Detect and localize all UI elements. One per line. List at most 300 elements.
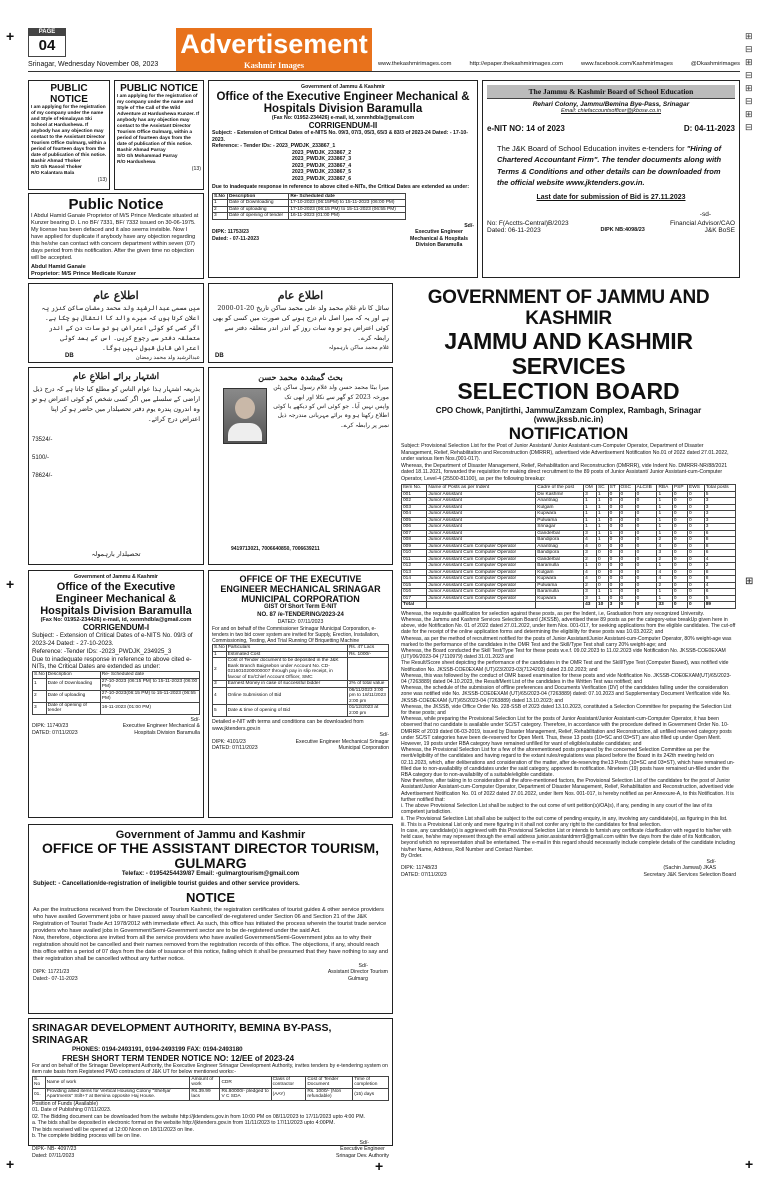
table-cell: Date of uploading [46, 690, 100, 702]
ad-dipk: DIPK: 11748/23 [401, 865, 438, 872]
ad-date: DATED: 07/11/2023 [212, 745, 258, 752]
ad-nit-number: NO. 87 /e-TENDERING/2023-24 [257, 611, 344, 618]
table-cell: 0 [635, 589, 657, 596]
table-cell: 0 [608, 491, 619, 498]
ad-corrigendum: CORRIGENDUM-II [308, 121, 378, 130]
ad-paragraph: Whereas, the JKSSB, vide Office Order No. 228-SSB of 2023 dated 13.10.2023, constituted a Selection Committee for preparing the Selection List for these posts; and [401, 703, 732, 717]
ad-body: بذریعہ اشتہار ہذا عوام الناس کو مطلع کیا جاتا ہے کہ درج ذیل اراضی کے سلسلے میں اگر کسی شخص کو کوئی اعتراض ہو تو وہ اندرون پندرہ یوم دفتر تحصیلدار میں حاضر ہو کر اپنا اعتراض درج کرائے۔ [32, 384, 200, 423]
table-cell: 3 [213, 681, 227, 688]
ad-paragraph: Whereas, while preparing the Provisional Selection List for the posts of Junior Assistant/Junior Assistant-cum-Computer Operator, it has been observed that no candidate is available under SC/ST category. Therefore, in accordance with the procedure defined in Government Order No. 10-DMRRR of 2019 dated 06-03-2019, issued by Disaster Management, Relief, Rehabilitation and Reconstruction, all unfilled reserved category posts under SC/ST categories have been de-reserved for Open Merit. Thus, these 13 posts (10=SC and 03=ST) are also filled up under Open Merit. However, 19 posts under RBA category have remained unfilled for want of eligible/suitable candidates; and [401, 716, 732, 748]
table-cell: 33 [657, 602, 672, 609]
table-cell: 0 [619, 595, 635, 602]
ad-sd: Sd/- [358, 962, 368, 969]
table-row [33, 702, 200, 714]
ad-paragraph: The Result/Score sheet depicting the performance of the candidates in the OMR Test and the Skill/Type Test (Computer Based), was notified vide Notification No. JKSSB-COE0EXAM (UT)/23/2023-03(7124203) dated 23.02.2023; and [401, 660, 729, 673]
table-cell: Ganderbal [536, 556, 584, 563]
table-cell: 1 [657, 589, 672, 596]
table-cell: Total [402, 602, 427, 609]
table-cell: Date of opening of tender [227, 213, 288, 220]
ad-signatory: (Sachin Jamwal) JKAS [663, 865, 717, 872]
table-header: S.No [213, 193, 228, 200]
table-cell: 1 [596, 589, 608, 596]
sda-tender-notice [28, 1018, 393, 1159]
table-cell: 0 [688, 602, 705, 609]
ad-signatory: Srinagar Dev. Authority [336, 1152, 389, 1159]
table-cell: 0 [596, 556, 608, 563]
registration-mark: + [375, 1158, 384, 1174]
table-cell: 27-10-2023(06:15 PM) to 15-11-2023 (06:55 PM) [100, 690, 199, 702]
ad-contact: (Fax No: 01952-234426) e-mail, id, xenmhdbla@gmail.com [271, 114, 415, 121]
ad-title: SRINAGAR DEVELOPMENT AUTHORITY, BEMINA BY-PASS, SRINAGAR [32, 1022, 332, 1046]
table-cell: 1 [596, 517, 608, 524]
table-cell: 1 [657, 517, 672, 524]
ad-intro: For and on behalf of the Srinagar Development Authority, the Executive Engineer Srinagar Development Authority, invites tenders by e-tendering system on item rate basis from Registered PWD contractors of J&K UT for below mentioned works:- [32, 1062, 388, 1076]
table-header: Cadre of the post [536, 485, 584, 492]
table-cell: 0 [619, 511, 635, 518]
land-value: 73524/- [32, 436, 53, 443]
table-cell: 0 [688, 530, 705, 537]
table-cell: 007 [402, 530, 427, 537]
ad-website[interactable]: (www.jkssb.nic.in) [533, 415, 604, 424]
table-cell: Estimated Cost [226, 651, 347, 658]
table-cell: 0 [619, 589, 635, 596]
table-header: Description [227, 193, 288, 200]
table-cell: 2 [213, 658, 227, 681]
table-cell: 0 [608, 576, 619, 583]
table-cell: 0 [688, 543, 705, 550]
posts-breakup-table [401, 484, 736, 609]
table-cell: 8 [704, 543, 735, 550]
table-header: Name of work [45, 1076, 190, 1088]
table-cell: 27-10-2023 (06:15 PM) to 15-11-2023 (06:00 PM) [100, 678, 199, 690]
table-cell: 4 [584, 543, 597, 550]
table-cell: 1 [584, 517, 597, 524]
ad-address: CPO Chowk, Panjtirthi, Jammu/Zamzam Complex, Rambagh, Srinagar [435, 406, 702, 415]
ad-dipk: DIPK: 11740/23 [32, 723, 69, 730]
ad-signatory: Executive Engineer [340, 1146, 385, 1153]
ad-government: Government of Jammu & Kashmir [74, 574, 158, 580]
table-cell: 2 [33, 690, 47, 702]
table-cell: Rs. 1000/- (Non refundable) [306, 1088, 353, 1100]
ad-paragraph: Whereas, the Jammu and Kashmir Services Selection Board (JKSSB), advertised these 89 posts as per the category-wise breakUp given here in above, vide Notification No. 01 of 2022 dated 27.01.2022, under Item Nos. 001-017, for seeking applications from the eligible candidates. The cut-off date for the receipt of the online application forms and determining the eligibility for these posts was 10.03.2022; and [401, 617, 736, 636]
table-cell: 2 [657, 582, 672, 589]
ad-title: اطلاع عام [277, 289, 324, 302]
facebook-link[interactable]: www.facebook.com/KashmirImages [581, 61, 673, 67]
table-cell: 1 [596, 511, 608, 518]
ad-date: Dated:- 07-11-2023 [33, 975, 78, 982]
table-cell: Junior Assistant Cum Computer Operator [427, 576, 536, 583]
table-cell: 3 [704, 511, 735, 518]
ad-date: Dated: 06-11-2023 [487, 227, 541, 234]
table-cell: 0 [635, 504, 657, 511]
social-links [378, 61, 740, 67]
table-cell: Cost of Tender document to be deposited in the J&K Bank Branch Baigsebon under Account No. CD-0216010200000007 through pay in slip receipt, in favour of Ex/Chief Account Officer, SMC [226, 658, 347, 681]
ad-paragraph: Now therefore, after taking in to consideration all the afore-mentioned factors, the Provisional Selection List of the candidates for the post of Junior Assistant/Junior Assistant-cum-Computer Operator, Department of Disaster Management, Relief, Rehabilitation and Reconstruction, advertised vide Advertisement Notification No. 01 of 2022 dated 27.01.2022, under Item Nos. 001-017, is hereby notified as per Annexure-A, to this Notification. It is further notified that: [401, 778, 734, 803]
table-cell: 0 [688, 595, 705, 602]
website-link[interactable]: www.thekashmirimages.com [378, 61, 452, 67]
table-cell: Junior Assistant Cum Computer Operator [427, 543, 536, 550]
page-number: 04 [28, 36, 66, 57]
table-header: S.No [34, 672, 45, 678]
table-cell: 1 [213, 200, 228, 207]
table-cell: 10 [596, 602, 608, 609]
table-cell: 009 [402, 543, 427, 550]
table-cell: Earnest Money in case of successful bidder [226, 681, 347, 688]
table-cell: Date of Downloading [46, 678, 100, 690]
table-cell: Kulgam [536, 569, 584, 576]
critical-dates-table [32, 671, 200, 715]
ad-paragraph: Whereas, the schedule of the submission of offline preferences and Documents Verification (DV) of the candidates falling under the consideration zone was notified vide No. JKSSB-COE0EXAM (UT)/65/2023-04 (7263889) dated: 07.10.2023 and Supplementary Document Verification vide No. JKSSB-COE0EXAM (UT)/65/2023-04 (7263889) dated 13.10.2023; and [401, 685, 731, 704]
ad-body: میرا بیٹا محمد حسن ولد غلام رسول ساکن پٹن مورخہ 2023 کو گھر سے نکلا اور ابھی تک واپس نہیں آیا۔ جو کوئی اس کو دیکھے یا کوئی اطلاع رکھتا ہو وہ برائے مہربانی مندرجہ ذیل نمبر پر رابطہ کرے۔ [273, 384, 389, 429]
ad-signature: Bashir Ahmad Thoker [31, 158, 81, 164]
table-header: ALC/IB [635, 485, 657, 492]
table-cell: 0 [635, 530, 657, 537]
table-cell: Bandipora [536, 550, 584, 557]
table-cell: 6 [704, 530, 735, 537]
urdu-tehsildar-notice [28, 367, 204, 565]
ad-subject: Subject: - Extension of Critical Dates of e-NITS No. 09/3, 07/3, 05/3, 65/3 & 83/3 of 2023-24 Dated: - 17-10-2023. [212, 130, 469, 143]
table-cell: 1 [596, 498, 608, 505]
table-cell: 1 [657, 498, 672, 505]
table-cell: 4 [657, 569, 672, 576]
ad-code: DB [215, 352, 224, 359]
table-cell: Junior Assistant Cum Computer Operator [427, 569, 536, 576]
table-header: Re- Scheduled date [289, 193, 406, 200]
table-cell: 0 [672, 517, 687, 524]
ad-signature: غلام محمد ساکن بارہمولہ [328, 344, 389, 351]
color-registration-strip: ⊞ ⊟ ⊞ ⊟ ⊞ ⊟ ⊞ ⊟ [745, 31, 753, 132]
table-cell: 0 [619, 504, 635, 511]
table-cell: 0 [672, 589, 687, 596]
table-cell: 3 [704, 524, 735, 531]
table-header: Rs. 47 Lacs [347, 645, 388, 652]
ad-paragraph: Whereas, the Provisional Selection List for a few of the aforementioned posts prepared by the concerned Selection Committee as per the merit/eligibility of the candidates and having regard to the extant rules/regulations was placed before the Board in its 242th meeting held on 02.11.2023, which, after deliberations and consideration of the matter, after de-reserving the13 Posts (10=SC and 03=ST), which have remained un-filled due to non-availability of candidates under the said category, approved its notification. Nineteen (19) posts have remained un-filled under the RBA category due to non-availability of a suitable/eligible candidate. [401, 747, 735, 779]
ad-line: 02. The Bidding document can be downloaded from the website http://jktenders.gov.in from 10:00 PM on 08/11/2023 to 17/11/2023 upto 4:00 PM. [32, 1113, 365, 1120]
table-cell: 2 [657, 556, 672, 563]
table-cell: 003 [402, 504, 427, 511]
ad-subject: Subject: - Extension of Critical Dates of e-NITS No. 09/3 of 2023-24 Dated: - 27-10-2023. [32, 632, 193, 648]
table-cell: 1 [33, 678, 47, 690]
ad-code: (13) [97, 176, 107, 183]
ad-signatory: Executive Engineer Mechanical & Hospitals Division Baramulla [410, 229, 468, 249]
table-cell: 0 [688, 563, 705, 570]
ad-signature: S/O Gh Mohammad Parray [117, 153, 178, 159]
table-cell: 4 [584, 576, 597, 583]
table-header: CDR [220, 1076, 271, 1088]
table-cell: 5 [213, 705, 227, 717]
table-cell: 0 [688, 491, 705, 498]
table-cell: 0 [608, 511, 619, 518]
table-cell: Junior Assistant [427, 511, 536, 518]
section-banner [176, 28, 372, 72]
table-cell: 3 [584, 530, 597, 537]
table-cell: 0 [635, 569, 657, 576]
ad-line: b. The complete bidding process will be on line. [32, 1133, 141, 1140]
ad-sd: Sd/- [706, 858, 716, 865]
table-row [213, 658, 389, 681]
table-cell: Junior Assistant Cum Computer Operator [427, 589, 536, 596]
ad-nit-number: FRESH SHORT TERM TENDER NOTICE NO: 12/EE of 2023-24 [62, 1053, 295, 1063]
ad-title: Office of the Executive Engineer Mechanical & Hospitals Division Baramulla [40, 580, 192, 617]
ad-date: Dated: - 07-11-2023 [212, 235, 259, 242]
ad-title: Public Notice [68, 196, 164, 213]
table-cell: 0 [672, 569, 687, 576]
ad-signature: Bashir Ahmad Parray [117, 147, 166, 153]
table-cell: Anantnag [536, 543, 584, 550]
table-cell: 8 [704, 569, 735, 576]
registration-mark: + [6, 1156, 15, 1172]
table-header: Total posts [704, 485, 735, 492]
dateline: Srinagar, Wednesday November 08, 2023 [28, 61, 159, 68]
urdu-missing-person-notice [208, 367, 393, 565]
ad-body: سائل کا نام غلام محمد ولد علی محمد ساکن تاریخ 20-01-2000 ہے اور یہ کہ میرا اصل نام درج ہونے کی صورت میں کسی کو بھی کوئی اعتراض ہو تو وہ سات روز کے اندر اندر متعلقہ دفتر سے رابطہ کرے۔ [212, 304, 389, 342]
table-cell: Providing allied items for Vertical Housing Colony "Shehjar Apartments" Stilt+7 at Bemina opposite Haj House. [45, 1088, 190, 1100]
table-cell: 3 [608, 602, 619, 609]
table-cell: Junior Assistant [427, 498, 536, 505]
table-cell: Date & time of opening of Bid [226, 705, 347, 717]
table-cell: 016 [402, 589, 427, 596]
ad-paragraph: Whereas, the requisite qualification for selection against these posts, as per the Indent, i.e, Graduation from any recognized University. [401, 610, 705, 617]
epaper-link[interactable]: http://epaper.thekashmirimages.com [469, 61, 563, 67]
ad-phones: 9419713021, 7006640850, 7006639211 [231, 545, 320, 552]
table-cell: 0 [608, 556, 619, 563]
urdu-notice-1 [28, 283, 204, 363]
table-cell [427, 602, 536, 609]
ad-date: D: 04-11-2023 [683, 124, 735, 133]
table-cell: 0 [672, 582, 687, 589]
table-cell: 0 [688, 511, 705, 518]
ad-subject: Subject: - Cancellation/de-registration of ineligible tourist guides and other service providers. [33, 880, 300, 887]
land-value: 5100/- [32, 454, 50, 461]
ad-paragraph: As per the instructions received from the Directorate of Tourism Kashmir, the registration certificates of tourist guides & other service providers who have availed Government jobs or have passed away shall be cancelled/ de-registered under Section 06 and Section 21 of the J&K Registration of Tourist Trade Act 1978/2012 with immediate effect. As such, this office has initiated the process wherein the tourist trade service providers who have availed jobs in Government/Semi-Government sector are to be de-registered under the said Act. [33, 907, 387, 934]
table-cell: 06/11/2023 3:00 pm to 18/11/2023 2:00 pm [347, 687, 388, 705]
table-header: EWS [688, 485, 705, 492]
table-cell: 0 [619, 524, 635, 531]
table-header: RBA [657, 485, 672, 492]
table-cell: 0 [672, 498, 687, 505]
table-cell: 0 [635, 563, 657, 570]
ad-title: PUBLIC NOTICE [50, 83, 88, 105]
table-cell [347, 658, 388, 681]
table-cell: 0 [619, 543, 635, 550]
land-value: 78624/- [32, 472, 53, 479]
ad-paragraph: Whereas, the Department of Disaster Management, Relief, Rehabilitation and Reconstruction (DMRRR), vide Indent No. DMRRR-NR/88/2021 dated 18.11.2021, forwarded the requisition for making direct recruitment to the 89 posts of Junior Assistant/ Junior Assistant-cum-Computer Operator, Level-4 (25500-81100), as per the following breakup: [401, 462, 728, 482]
table-cell: 1 [657, 524, 672, 531]
table-cell: Baramulla [536, 563, 584, 570]
table-cell: 1 [657, 504, 672, 511]
table-cell: 1 [596, 595, 608, 602]
ad-line: Position of Funds (Available) [32, 1100, 98, 1107]
table-cell: 0 [596, 569, 608, 576]
urdu-notice-2 [208, 283, 393, 363]
table-cell: 1 [596, 537, 608, 544]
table-cell: 1 [657, 530, 672, 537]
ad-dipk: DIPK NB:4098/23 [600, 227, 645, 233]
tender-id: 2023_PWDJK_233867_4 [292, 162, 352, 169]
ad-signature: Abdul Hamid Ganaie [31, 263, 86, 270]
ad-date: DATED: 07/11/2023 [401, 871, 447, 878]
table-cell: 0 [688, 524, 705, 531]
table-cell: 3 [213, 213, 228, 220]
table-cell: 16-11-2023 (01:00 PM) [100, 702, 199, 714]
table-cell: Kupwara [536, 595, 584, 602]
ad-signature: Proprietor: M/S Prince Medicate Kunzer [31, 270, 137, 277]
missing-person-photo [223, 388, 267, 444]
table-cell: 0 [619, 537, 635, 544]
table-cell: 0 [619, 576, 635, 583]
table-cell: 1 [657, 511, 672, 518]
table-cell: 3 [584, 595, 597, 602]
table-cell: 0 [672, 602, 687, 609]
table-cell: 1 [584, 504, 597, 511]
table-cell: 001 [402, 491, 427, 498]
table-row [33, 690, 200, 702]
ad-title: ENGINEER MECHANICAL SRINAGAR [220, 584, 381, 594]
table-cell: Div Kashmir [536, 491, 584, 498]
ad-signature: R/O Hardushewa [117, 159, 156, 165]
table-cell: 0 [672, 550, 687, 557]
table-cell: 0 [608, 595, 619, 602]
table-cell: 0 [596, 576, 608, 583]
ad-subject: Subject: Provisional Selection List for the Post of Junior Assistant/ Junior Assistant-cum-Computer Operator, Department of Disaster Management, Relief, Rehabilitation and Reconstruction (DMRRR), advertised vide Advertisement Notification No.01 of 2022 dated 27.01.2022, under various Item Nos.(001-017). [401, 443, 729, 462]
ad-signature: S/O Gh Rasool Thoker [31, 164, 82, 170]
table-cell: 4 [584, 569, 597, 576]
tender-id: 2023_PWDJK_233867_5 [292, 169, 352, 175]
table-row [213, 213, 406, 220]
registration-mark: ⊞ [745, 576, 754, 587]
table-cell: 0 [635, 498, 657, 505]
tender-id: 2023_PWDJK_233867_6 [292, 175, 352, 182]
ad-body: I am applying for the registration of my company under the name and Style of The Call of the Wild Adventure at Hardushewa Kunzer. If anybody has any objection may contact to the Assistant Director Tourism Office Gulmarg, within a period of fourteen days from the date of publication of this notice. [117, 94, 200, 147]
mechanical-division-corrigendum-1 [28, 570, 204, 818]
table-cell: 0 [619, 498, 635, 505]
table-cell: 0 [608, 543, 619, 550]
table-row [213, 687, 389, 705]
table-cell: 0 [672, 504, 687, 511]
registration-mark: + [6, 576, 15, 592]
table-cell: 0 [608, 517, 619, 524]
ad-contact: Telefax: - 01954254439/87 Email: -gulmargtourism@gmail.com [121, 871, 300, 877]
ad-line: a. The bids shall be deposited in electronic format on the website http://jktenders.gov.in from 11/11/2023 to 17/11/2023 upto 4:00PM. [32, 1120, 335, 1127]
ad-paragraph: ii. The Provisional Selection List shall also be subject to the out come of pending enquiry, in any, involving any candidate(s), as figuring in this list. [401, 815, 728, 822]
table-cell: 1 [584, 511, 597, 518]
ad-paragraph: Now, therefore, objections are invited from all the service providers who have availed Government/Semi-Government jobs as to why their registration should not be cancelled and their names removed from the registration records of this office. The objections, if any, should reach this office within a period of 07 days from the date of issuance of this notice, failing which it shall be presumed that they have nothing to say and their registration shall be cancelled without any further notice. [33, 934, 388, 962]
table-cell: 1 [596, 530, 608, 537]
table-cell: 1 [657, 563, 672, 570]
table-cell: Kupwara [536, 511, 584, 518]
table-cell: 006 [402, 524, 427, 531]
table-header: S.No [214, 645, 225, 651]
table-cell: Online Submission of Bid [226, 687, 347, 705]
ad-body: میں مسمی عبدالرشید ولد محمد رمضان ساکن کنزر یہ اعلان کرتا ہوں کہ میرے والد کا انتقال ہو چکا ہے۔ اگر کسی کو کوئی اعتراض ہو تو سات دن کے اندر متعلقہ دفتر سے رجوع کریں۔ اس کے بعد کوئی اعتراض قابل قبول نہیں ہوگا۔ [41, 304, 200, 352]
table-cell: 1 [584, 498, 597, 505]
table-cell: Date of Downloading [227, 200, 288, 207]
table-cell: Junior Assistant Cum Computer Operator [427, 582, 536, 589]
ad-email[interactable]: Email: chiefaccountsofficer@jkbose.co.in [560, 108, 662, 114]
table-cell: (15) days [353, 1088, 389, 1100]
ad-line: 01. Date of Publishing 07/11/2023. [32, 1107, 112, 1114]
table-cell: 0 [619, 530, 635, 537]
table-cell: 004 [402, 511, 427, 518]
sda-tender-table [32, 1076, 389, 1101]
table-cell: 1 [608, 530, 619, 537]
ad-date: DATED: 07/11/2023 [277, 619, 324, 625]
table-cell: 1 [657, 595, 672, 602]
table-cell: 17-10-2023 (06:15PM) to 15-11-2023 (06:00 PM) [289, 200, 406, 207]
twitter-link[interactable]: @Dkashmirimages [690, 61, 740, 67]
table-cell: 010 [402, 550, 427, 557]
table-cell: 3 [584, 550, 597, 557]
table-cell: 1 [608, 589, 619, 596]
table-cell: 1 [584, 563, 597, 570]
table-cell: 0 [635, 537, 657, 544]
table-cell: 3 [704, 517, 735, 524]
ad-last-date: Last date for submission of Bid is 27.11.2023 [536, 194, 686, 201]
table-cell: 0 [635, 543, 657, 550]
table-cell: 2 [584, 582, 597, 589]
ad-footer: Detailed e-NIT with terms and conditions can be downloaded from www.jktenders.gov.in [212, 719, 364, 732]
table-cell: 2 [704, 563, 735, 570]
ad-title: JAMMU AND KASHMIR SERVICES [444, 328, 693, 379]
table-cell: 0 [635, 491, 657, 498]
ad-body-line: The J&K Board of School Education invites e-tenders for [497, 144, 685, 153]
table-cell: 014 [402, 576, 427, 583]
table-cell: 5 [704, 491, 735, 498]
table-total-row [402, 602, 736, 609]
ad-file-number: No: F(Acctts-Central)B/2023 [487, 220, 569, 227]
table-cell: 2 [213, 206, 228, 213]
table-cell: Srinagar [536, 524, 584, 531]
table-cell: 0 [635, 550, 657, 557]
table-cell: 1 [213, 651, 227, 658]
table-row [213, 705, 389, 717]
table-cell: Anantnag [536, 498, 584, 505]
table-cell: 0 [688, 498, 705, 505]
table-cell: 0 [635, 576, 657, 583]
jkssb-notification [397, 283, 740, 1146]
ad-dipk: DIPK: 11721/23 [33, 969, 70, 976]
public-notice-ad-2 [114, 80, 204, 190]
table-cell: 0 [672, 491, 687, 498]
table-cell: 0 [608, 524, 619, 531]
table-cell: 0 [672, 530, 687, 537]
registration-mark: + [6, 28, 15, 44]
ad-date: DATED: 07/11/2023 [32, 729, 78, 736]
ad-code: (13) [191, 165, 201, 172]
table-cell: 0 [619, 582, 635, 589]
table-cell: Pulwama [536, 582, 584, 589]
ad-title: GOVERNMENT OF JAMMU AND KASHMIR [427, 287, 710, 329]
table-cell: 017 [402, 595, 427, 602]
table-cell: 89 [704, 602, 735, 609]
table-cell: 3 [704, 504, 735, 511]
table-cell: Junior Assistant [427, 491, 536, 498]
table-cell: 4 [213, 687, 227, 705]
ad-dipk: DIPK: 11753/23 [212, 229, 249, 236]
table-cell: Junior Assistant [427, 537, 536, 544]
table-cell: 01/12/2023 at 2:00 pm [347, 705, 388, 717]
table-cell: 8 [704, 576, 735, 583]
ad-sd: Sd/- [464, 222, 474, 229]
ad-code: DB [65, 352, 74, 359]
ad-note: Due to inadequate response in reference to above cited e-NITs, the Critical Dates are extended as under: [32, 655, 192, 671]
table-cell: Rs. 1000/- [347, 651, 388, 658]
table-row [33, 1088, 389, 1100]
table-cell: 0 [596, 550, 608, 557]
ad-body: I am applying for the registration of my company under the name and Style of Himalayan Ski School at Hardushewa. If anybody has any objection may contact to the Assistant Director Tourism Office Gulmarg, within a period of fourteen days from the date of publication of this notice. [31, 105, 107, 158]
table-cell: 2 [657, 537, 672, 544]
smc-tender-ad [208, 570, 393, 818]
